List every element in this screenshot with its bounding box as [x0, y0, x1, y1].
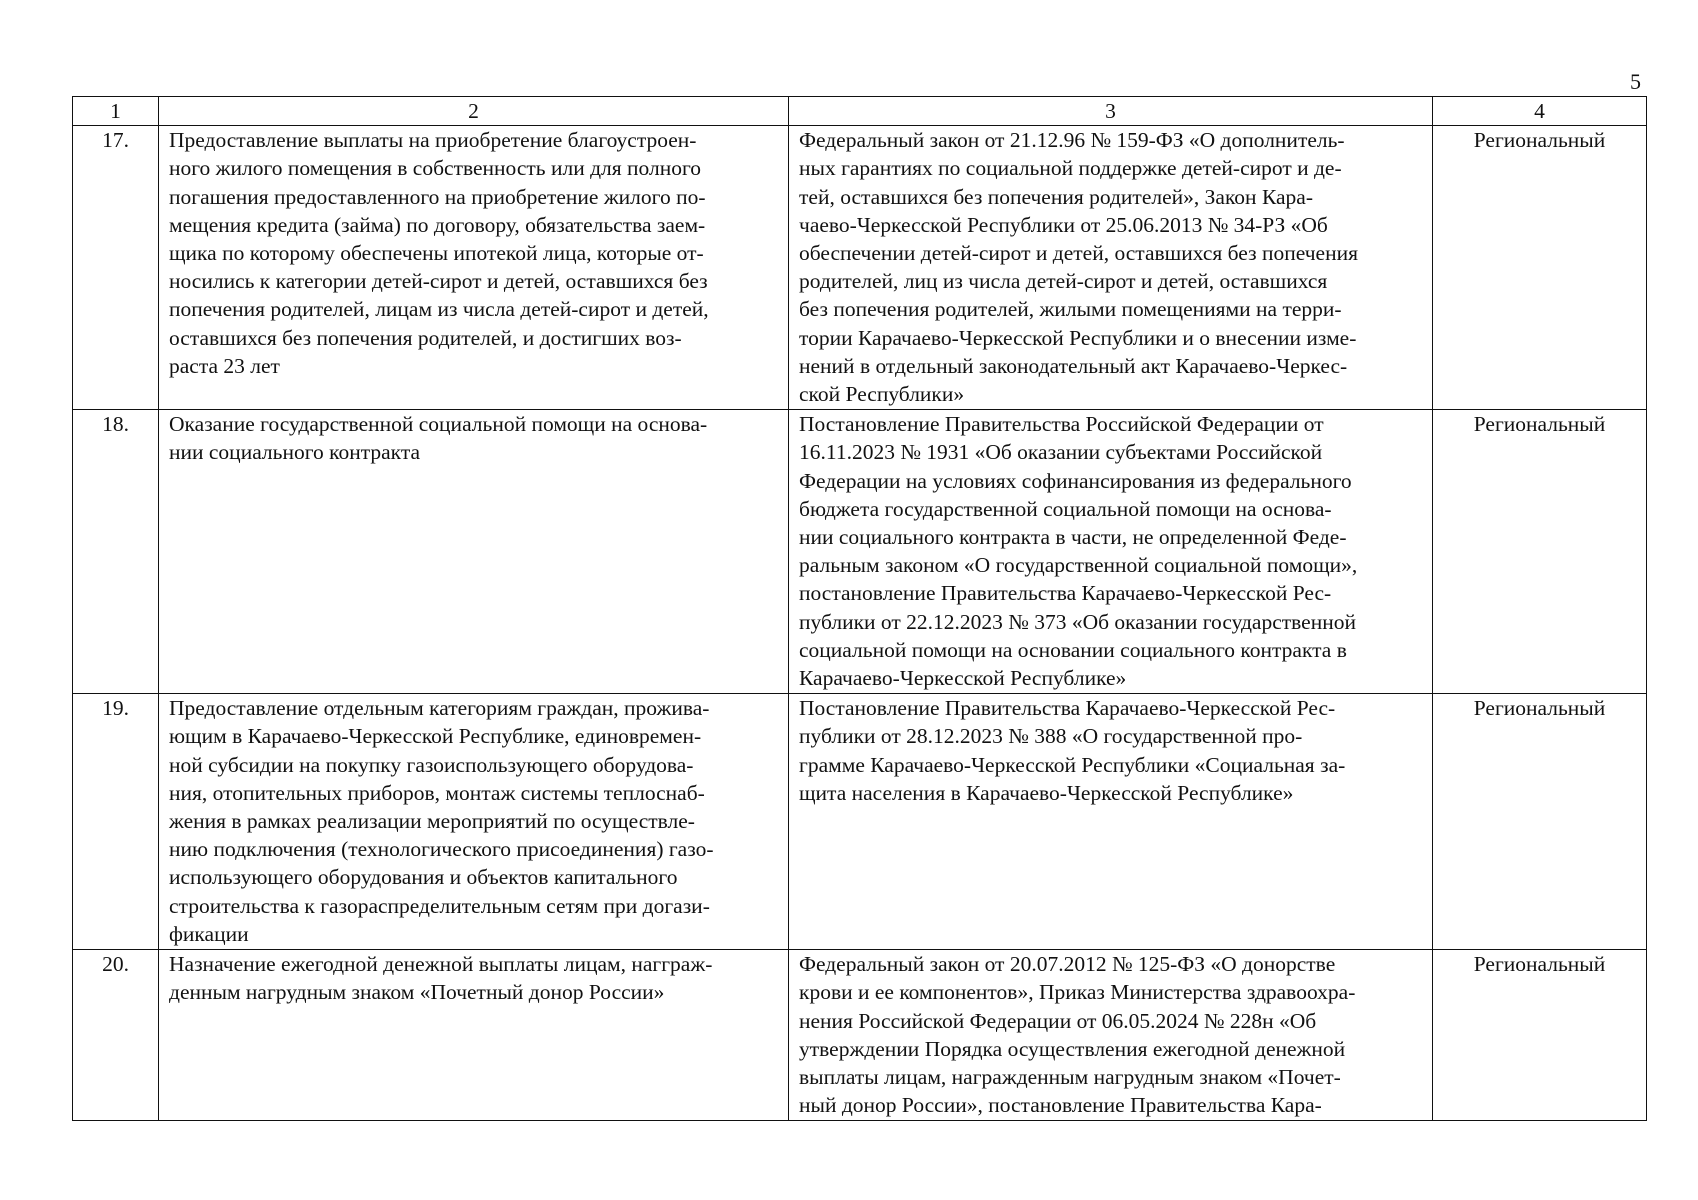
text-line: Федеральный закон от 21.12.96 № 159-ФЗ «О дополнитель- — [799, 128, 1345, 153]
text-line: Федерации на условиях софинансирования из федерального — [799, 468, 1352, 493]
row-number: 17. — [73, 126, 159, 410]
level: Региональный — [1433, 950, 1647, 1121]
text-line: ный донор России», постановление Правительства Кара- — [799, 1093, 1322, 1118]
text-line: тей, оставшихся без попечения родителей», Закон Кара- — [799, 184, 1313, 209]
text-line: использующего оборудования и объектов капитального — [169, 865, 678, 890]
header-cell-2: 2 — [159, 97, 789, 126]
text-line: нии социального контракта в части, не определенной Феде- — [799, 525, 1347, 550]
text-line: ской Республики» — [799, 382, 965, 407]
text-line: Постановление Правительства Карачаево-Черкесской Рес- — [799, 696, 1336, 721]
text-line: Предоставление выплаты на приобретение благоустроен- — [169, 128, 697, 153]
text-line: нений в отдельный законодательный акт Карачаево-Черкес- — [799, 353, 1348, 378]
text-line: бюджета государственной социальной помощи на основа- — [799, 496, 1332, 521]
text-line: раста 23 лет — [169, 353, 280, 378]
measure-name — [159, 950, 789, 1121]
text-line: ной субсидии на покупку газоиспользующего оборудова- — [169, 752, 694, 777]
level: Региональный — [1433, 126, 1647, 410]
text-line: публики от 28.12.2023 № 388 «О государственной про- — [799, 724, 1303, 749]
level: Региональный — [1433, 694, 1647, 950]
row-number: 18. — [73, 410, 159, 694]
legal-basis — [789, 410, 1433, 694]
text-line: оставшихся без попечения родителей, и достигших воз- — [169, 325, 682, 350]
text-line: Предоставление отдельным категориям граждан, прожива- — [169, 696, 710, 721]
text-line: утверждении Порядка осуществления ежегодной денежной — [799, 1036, 1346, 1061]
text-line: щика по которому обеспечены ипотекой лица, которые от- — [169, 241, 704, 266]
text-line: чаево-Черкесской Республики от 25.06.2013 № 34-РЗ «Об — [799, 212, 1328, 237]
text-line: погашения предоставленного на приобретение жилого по- — [169, 184, 706, 209]
text-line: ральным законом «О государственной социальной помощи», — [799, 553, 1358, 578]
text-line: Назначение ежегодной денежной выплаты лицам, нагграж- — [169, 952, 713, 977]
text-line: щита населения в Карачаево-Черкесской Республике» — [799, 780, 1294, 805]
text-line: тории Карачаево-Черкесской Республики и о внесении изме- — [799, 325, 1357, 350]
table-header-row — [73, 97, 1647, 126]
text-line: без попечения родителей, жилыми помещениями на терри- — [799, 297, 1342, 322]
text-line: родителей, лиц из числа детей-сирот и детей, оставшихся — [799, 269, 1328, 294]
row-number: 20. — [73, 950, 159, 1121]
legal-basis — [789, 950, 1433, 1121]
legal-basis — [789, 694, 1433, 950]
table-row — [73, 126, 1647, 410]
measure-name — [159, 126, 789, 410]
text-line: Оказание государственной социальной помощи на основа- — [169, 412, 708, 437]
text-line: социальной помощи на основании социального контракта в — [799, 637, 1347, 662]
text-line: жения в рамках реализации мероприятий по осуществле- — [169, 809, 695, 834]
benefits-table — [72, 96, 1647, 1121]
legal-basis — [789, 126, 1433, 410]
text-line: выплаты лицам, награжденным нагрудным знаком «Почет- — [799, 1065, 1341, 1090]
header-cell-3: 3 — [789, 97, 1433, 126]
table-row — [73, 410, 1647, 694]
text-line: ющим в Карачаево-Черкесской Республике, единовремен- — [169, 724, 702, 749]
header-cell-1: 1 — [73, 97, 159, 126]
text-line: ных гарантиях по социальной поддержке детей-сирот и де- — [799, 156, 1342, 181]
level: Региональный — [1433, 410, 1647, 694]
text-line: строительства к газораспределительным сетям при догази- — [169, 893, 710, 918]
text-line: публики от 22.12.2023 № 373 «Об оказании государственной — [799, 609, 1356, 634]
text-line: Федеральный закон от 20.07.2012 № 125-ФЗ «О донорстве — [799, 952, 1336, 977]
text-line: грамме Карачаево-Черкесской Республики «Социальная за- — [799, 752, 1346, 777]
text-line: попечения родителей, лицам из числа детей-сирот и детей, — [169, 297, 709, 322]
table-row — [73, 950, 1647, 1121]
text-line: ного жилого помещения в собственность или для полного — [169, 156, 701, 181]
row-number: 19. — [73, 694, 159, 950]
text-line: мещения кредита (займа) по договору, обязательства заем- — [169, 212, 706, 237]
text-line: нии социального контракта — [169, 440, 421, 465]
text-line: постановление Правительства Карачаево-Черкесской Рес- — [799, 581, 1332, 606]
table-row — [73, 694, 1647, 950]
header-cell-4: 4 — [1433, 97, 1647, 126]
text-line: ния, отопительных приборов, монтаж системы теплоснаб- — [169, 780, 705, 805]
text-line: фикации — [169, 921, 249, 946]
text-line: Постановление Правительства Российской Федерации от — [799, 412, 1324, 437]
text-line: 16.11.2023 № 1931 «Об оказании субъектами Российской — [799, 440, 1323, 465]
text-line: обеспечении детей-сирот и детей, оставшихся без попечения — [799, 241, 1358, 266]
text-line: носились к категории детей-сирот и детей, оставшихся без — [169, 269, 708, 294]
text-line: нения Российской Федерации от 06.05.2024 № 228н «Об — [799, 1008, 1317, 1033]
measure-name — [159, 694, 789, 950]
text-line: нию подключения (технологического присоединения) газо- — [169, 837, 714, 862]
page-number: 5 — [1630, 69, 1641, 94]
measure-name — [159, 410, 789, 694]
text-line: крови и ее компонентов», Приказ Министерства здравоохра- — [799, 980, 1356, 1005]
text-line: Карачаево-Черкесской Республике» — [799, 666, 1127, 691]
text-line: денным нагрудным знаком «Почетный донор России» — [169, 980, 665, 1005]
